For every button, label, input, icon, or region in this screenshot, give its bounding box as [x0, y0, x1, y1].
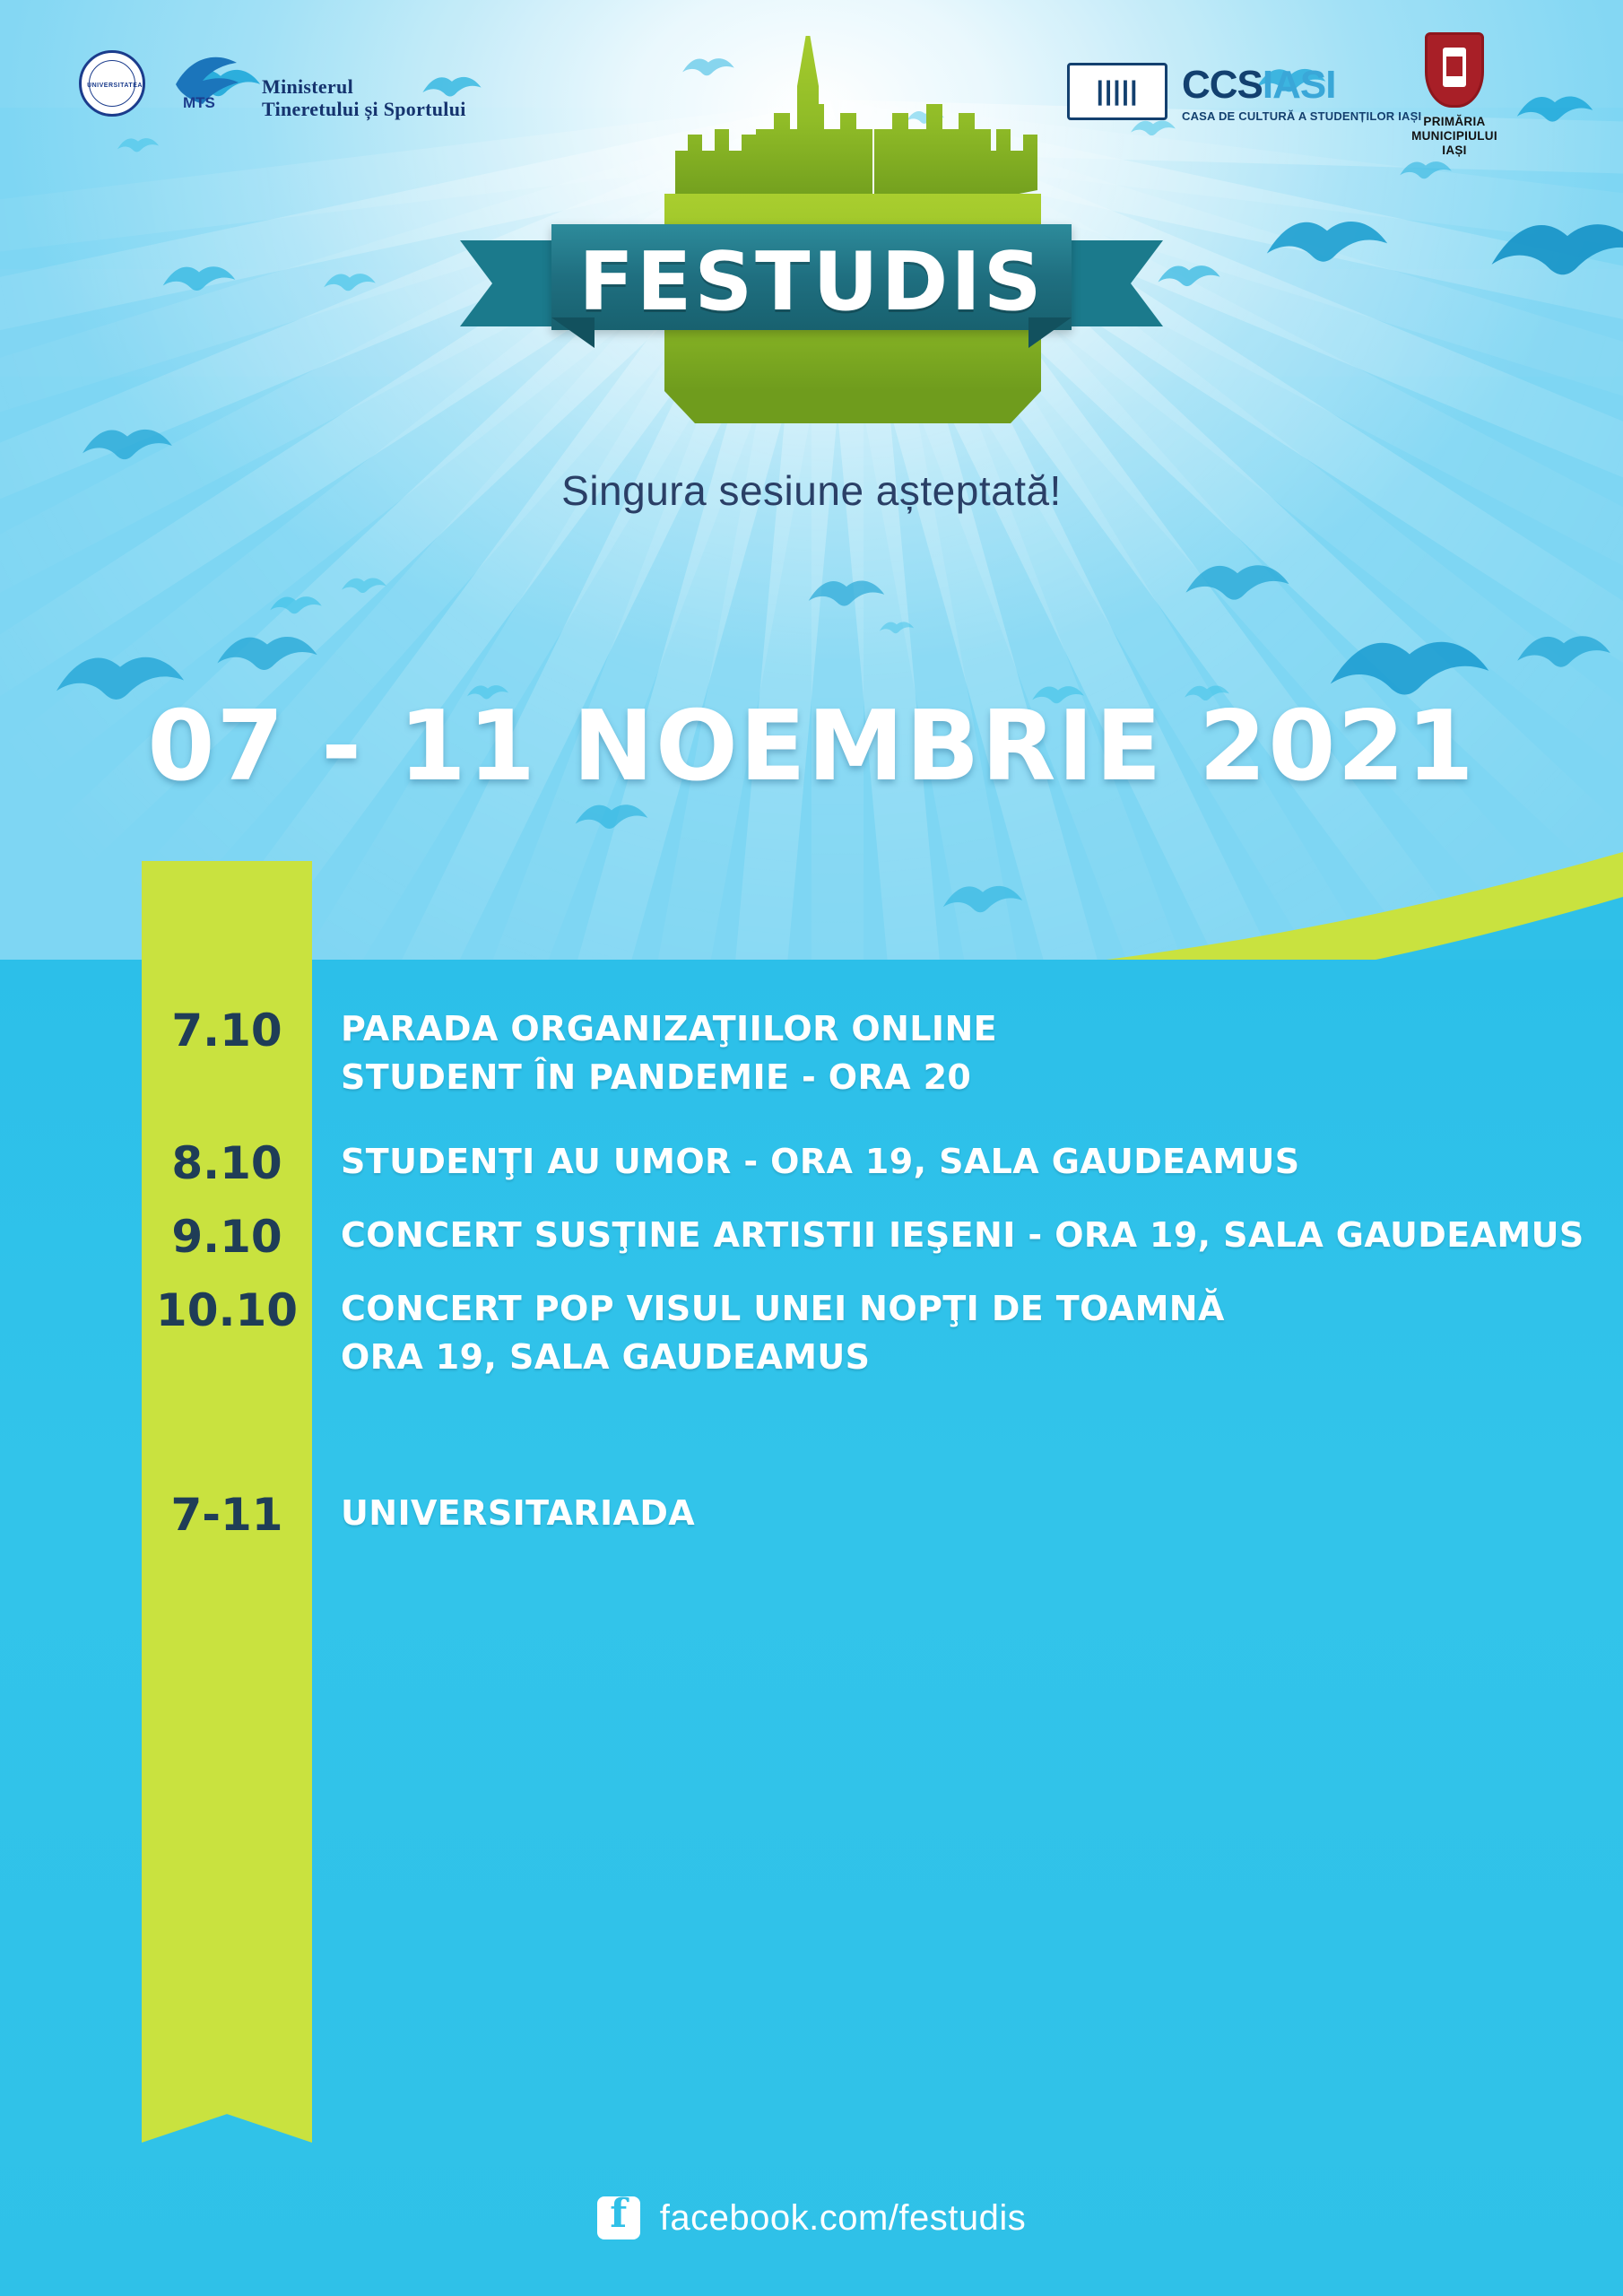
bird-icon [161, 260, 237, 298]
schedule-line: PARADA ORGANIZAŢIILOR ONLINE [341, 1009, 998, 1048]
tagline: Singura sesiune așteptată! [561, 467, 1062, 514]
bird-icon [215, 628, 319, 680]
primaria-shield-icon [1425, 32, 1484, 108]
bird-icon [341, 574, 387, 597]
schedule-row [152, 1284, 1587, 1381]
schedule-description [341, 1211, 1587, 1259]
ccs-word-bold: CCS [1182, 63, 1263, 107]
facebook-icon[interactable] [597, 2196, 640, 2239]
bird-icon [574, 798, 649, 836]
schedule-list [152, 1004, 1587, 1541]
schedule-line: UNIVERSITARIADA [341, 1493, 696, 1533]
footer [0, 2196, 1623, 2244]
schedule-description [341, 1489, 1587, 1537]
bird-icon [942, 879, 1024, 920]
schedule-day: 9.10 [171, 1211, 282, 1263]
mts-bird-logo-icon [172, 50, 258, 117]
ministry-line-1: Ministerul [262, 75, 353, 98]
bird-icon [1184, 556, 1291, 610]
schedule-day: 7-11 [170, 1489, 283, 1541]
ccs-subtitle: CASA DE CULTURĂ A STUDENȚILOR IAȘI [1182, 109, 1422, 123]
primaria-name [1401, 115, 1508, 158]
primaria-line-1: PRIMĂRIA [1423, 115, 1486, 128]
bird-icon [807, 574, 886, 613]
schedule-line: STUDENŢI AU UMOR - ORA 19, SALA GAUDEAMUS [341, 1142, 1300, 1181]
bird-icon [1264, 211, 1390, 274]
schedule-row [152, 1211, 1587, 1263]
schedule-line: CONCERT POP VISUL UNEI NOPŢI DE TOAMNĂ [341, 1289, 1225, 1328]
festudis-wordmark: FESTUDIS [578, 235, 1045, 329]
ministry-line-2: Tineretului și Sportului [262, 98, 466, 120]
svg-text:MTS: MTS [183, 94, 215, 111]
bird-icon [81, 422, 174, 468]
schedule-day: 10.10 [155, 1284, 299, 1336]
schedule-description [341, 1137, 1587, 1186]
schedule-day: 7.10 [171, 1004, 282, 1057]
schedule-row [152, 1137, 1587, 1189]
university-seal-icon [79, 50, 145, 117]
bird-icon [1515, 628, 1612, 676]
university-seal-label: UNIVERSITATEA [87, 83, 143, 89]
university-logo [79, 50, 145, 117]
ccs-bars-glyph: ||||| [1096, 76, 1139, 106]
bird-icon [879, 619, 915, 637]
primaria-logo [1401, 32, 1508, 158]
schedule-description [341, 1284, 1587, 1381]
primaria-line-3: IAȘI [1442, 144, 1467, 157]
schedule-day: 8.10 [171, 1137, 282, 1189]
schedule-line: STUDENT ÎN PANDEMIE - ORA 20 [341, 1057, 972, 1097]
primaria-tower-icon [1443, 48, 1466, 87]
bird-icon [1488, 211, 1623, 290]
ministry-name [262, 75, 466, 120]
schedule-line: ORA 19, SALA GAUDEAMUS [341, 1337, 871, 1377]
schedule-row [152, 1004, 1587, 1101]
festudis-logo-block [453, 36, 1170, 466]
schedule-line: CONCERT SUSŢINE ARTISTII IEŞENI - ORA 19, SALA GAUDEAMUS [341, 1215, 1584, 1255]
date-headline: 07 - 11 NOEMBRIE 2021 [147, 691, 1476, 803]
facebook-row[interactable] [597, 2196, 1027, 2239]
primaria-line-2: MUNICIPIULUI [1411, 129, 1497, 143]
bird-icon [269, 592, 323, 619]
bird-icon [323, 269, 377, 296]
schedule-description [341, 1004, 1587, 1101]
ccs-wordmark [1182, 63, 1335, 108]
facebook-url[interactable]: facebook.com/festudis [659, 2197, 1027, 2238]
schedule-row [152, 1489, 1587, 1541]
ccs-word-light: IASI [1262, 63, 1336, 107]
